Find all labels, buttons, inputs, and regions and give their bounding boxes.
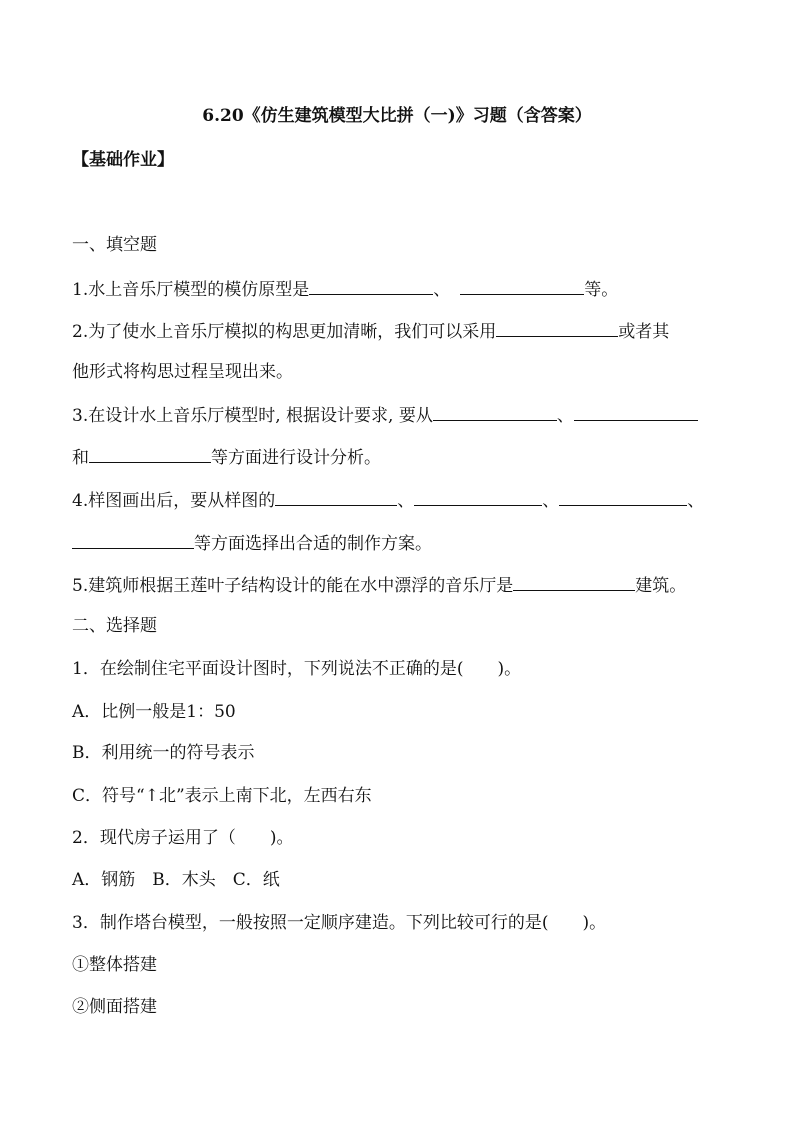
fill-blank-question-1 [72,276,618,302]
q3-line2-suffix: 等方面进行设计分析。 [211,448,381,468]
choice-question-2-options[interactable]: A．钢筋 B．木头 C．纸 [72,870,280,890]
basic-section-heading: 【基础作业】 [72,150,174,170]
answer-blank[interactable] [496,318,618,337]
fill-blank-question-3-line-2 [72,444,381,470]
answer-blank[interactable] [414,487,542,506]
q3-prefix: 3.在设计水上音乐厅模型时, 根据设计要求, 要从 [72,406,433,426]
answer-blank[interactable] [89,444,211,463]
choice-option-b[interactable]: B．利用统一的符号表示 [72,743,255,763]
fill-blank-question-5 [72,572,686,598]
answer-blank[interactable] [433,402,557,421]
choice-question-3-item-1: ①整体搭建 [72,955,157,975]
q2-prefix: 2.为了使水上音乐厅模拟的构思更加清晰，我们可以采用 [72,322,497,342]
answer-blank[interactable] [574,402,698,421]
q1-suffix: 等。 [584,280,619,300]
answer-blank[interactable] [513,572,635,591]
fill-blank-question-4 [72,487,704,513]
choice-question-3-item-2: ②侧面搭建 [72,997,157,1017]
q4-separator-1: 、 [397,491,415,511]
q4-prefix: 4.样图画出后，要从样图的 [72,491,276,511]
choice-question-3: 3．制作塔台模型，一般按照一定顺序建造。下列比较可行的是( )。 [72,913,607,933]
fill-blank-question-4-line-2 [72,530,432,556]
q4-separator-2: 、 [542,491,560,511]
fill-blank-heading: 一、填空题 [72,235,157,255]
choice-question-1: 1．在绘制住宅平面设计图时，下列说法不正确的是( )。 [72,659,522,679]
q3-line2-prefix: 和 [72,448,89,468]
q3-separator: 、 [556,406,574,426]
document-title: 6.20《仿生建筑模型大比拼（一)》习题（含答案） [202,106,592,126]
answer-blank[interactable] [559,487,687,506]
multiple-choice-heading: 二、选择题 [72,616,157,636]
choice-option-a[interactable]: A．比例一般是1：50 [72,702,236,722]
fill-blank-question-2 [72,318,669,344]
q2-suffix: 或者其 [618,322,670,342]
q4-separator-3: 、 [687,491,705,511]
q1-prefix: 1.水上音乐厅模型的模仿原型是 [72,280,310,300]
answer-blank[interactable] [309,276,433,295]
choice-question-2: 2．现代房子运用了（ )。 [72,828,294,848]
q5-prefix: 5.建筑师根据王莲叶子结构设计的能在水中漂浮的音乐厅是 [72,576,514,596]
answer-blank[interactable] [460,276,584,295]
fill-blank-question-2-line-2: 他形式将构思过程呈现出来。 [72,362,293,382]
q1-separator: 、 [433,280,451,300]
choice-option-c[interactable]: C．符号“↑北”表示上南下北，左西右东 [72,786,372,806]
fill-blank-question-3 [72,402,698,428]
answer-blank[interactable] [275,487,397,506]
answer-blank[interactable] [72,530,194,549]
q5-suffix: 建筑。 [635,576,687,596]
q4-line2-suffix: 等方面选择出合适的制作方案。 [194,534,432,554]
